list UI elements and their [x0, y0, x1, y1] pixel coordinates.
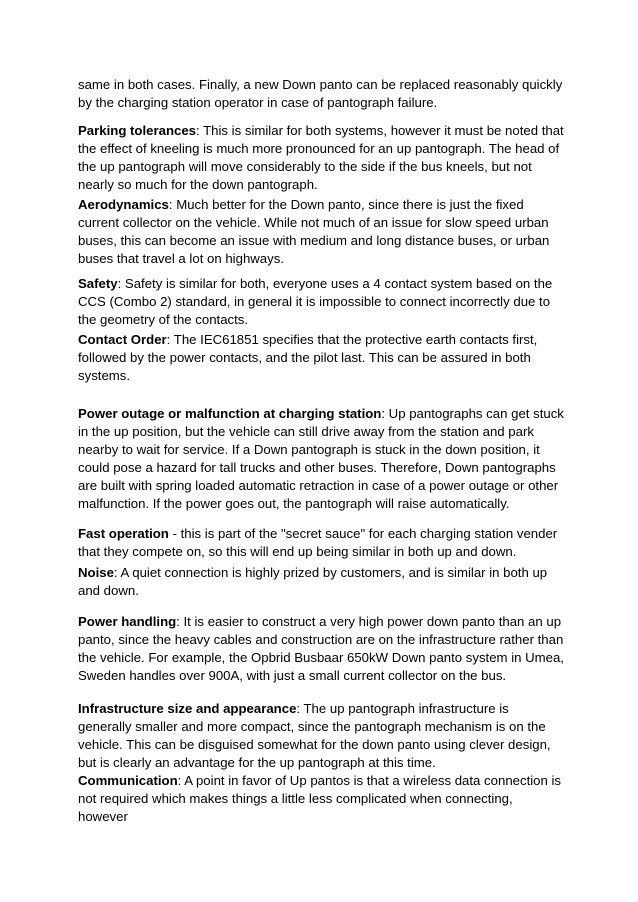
paragraph-infrastructure-size	[78, 700, 564, 772]
paragraph-text: - this is part of the "secret sauce" for each charging station vender that they compete on, so this will end up being similar in both up and down.	[78, 526, 558, 559]
paragraph-power-handling	[78, 613, 564, 685]
paragraph-text: same in both cases. Finally, a new Down panto can be replaced reasonably quickly by the charging station operator in case of pantograph failure.	[78, 77, 563, 110]
paragraph-noise	[78, 564, 564, 600]
paragraph-text: : It is easier to construct a very high power down panto than an up panto, since the heavy cables and construction are on the infrastructure rather than the vehicle. For example, the Opbrid Busbaar 650kW Down panto system in Umea, Sweden handles over 900A, with just a small current collector on the bus.	[78, 614, 564, 683]
paragraph-fast-operation	[78, 525, 564, 561]
paragraph-text: : The IEC61851 specifies that the protective earth contacts first, followed by the power contacts, and the pilot last. This can be assured in both systems.	[78, 332, 538, 383]
paragraph-heading: Parking tolerances	[78, 123, 197, 138]
paragraph-communication	[78, 772, 564, 826]
paragraph-text: : A quiet connection is highly prized by customers, and is similar in both up and down.	[78, 565, 548, 598]
paragraph-heading: Safety	[78, 276, 118, 291]
paragraph-aerodynamics	[78, 196, 564, 268]
paragraph-text: : Up pantographs can get stuck in the up position, but the vehicle can still drive away from the station and park nearby to wait for service. If a Down pantograph is stuck in the down position, it could pose a hazard for tall trucks and other buses. Therefore, Down pantographs are built with spring loaded automatic retraction in case of a power outage or other malfunction. If the power goes out, the pantograph will raise automatically.	[78, 406, 564, 511]
paragraph-contact-order	[78, 331, 564, 385]
paragraph-power-outage	[78, 405, 564, 513]
paragraph-heading: Infrastructure size and appearance	[78, 701, 297, 716]
paragraph-text: : The up pantograph infrastructure is generally smaller and more compact, since the pantograph mechanism is on the vehicle. This can be disguised somewhat for the down panto using clever design, but is clearly an advantage for the up pantograph at this time.	[78, 701, 551, 770]
paragraph-heading: Power outage or malfunction at charging station	[78, 406, 382, 421]
paragraph-text: : Much better for the Down panto, since there is just the fixed current collector on the vehicle. While not much of an issue for slow speed urban buses, this can become an issue with medium and long distance buses, or urban buses that travel a lot on highways.	[78, 197, 550, 266]
paragraph-text: : This is similar for both systems, however it must be noted that the effect of kneeling is much more pronounced for an up pantograph. The head of the up pantograph will move considerably to the side if the bus kneels, but not nearly so much for the down pantograph.	[78, 123, 564, 192]
paragraph-safety	[78, 275, 564, 329]
paragraph-heading: Power handling	[78, 614, 177, 629]
paragraph-parking-tolerances	[78, 122, 564, 194]
paragraph-text: : A point in favor of Up pantos is that a wireless data connection is not required which makes things a little less complicated when connecting, however	[78, 773, 562, 824]
paragraph-heading: Noise	[78, 565, 114, 580]
paragraph-heading: Aerodynamics	[78, 197, 169, 212]
paragraph-text: : Safety is similar for both, everyone uses a 4 contact system based on the CCS (Combo 2) standard, in general it is impossible to connect incorrectly due to the geometry of the contacts.	[78, 276, 553, 327]
paragraph-heading: Fast operation	[78, 526, 169, 541]
paragraph-intro	[78, 76, 564, 112]
paragraph-heading: Communication	[78, 773, 178, 788]
paragraph-heading: Contact Order	[78, 332, 167, 347]
